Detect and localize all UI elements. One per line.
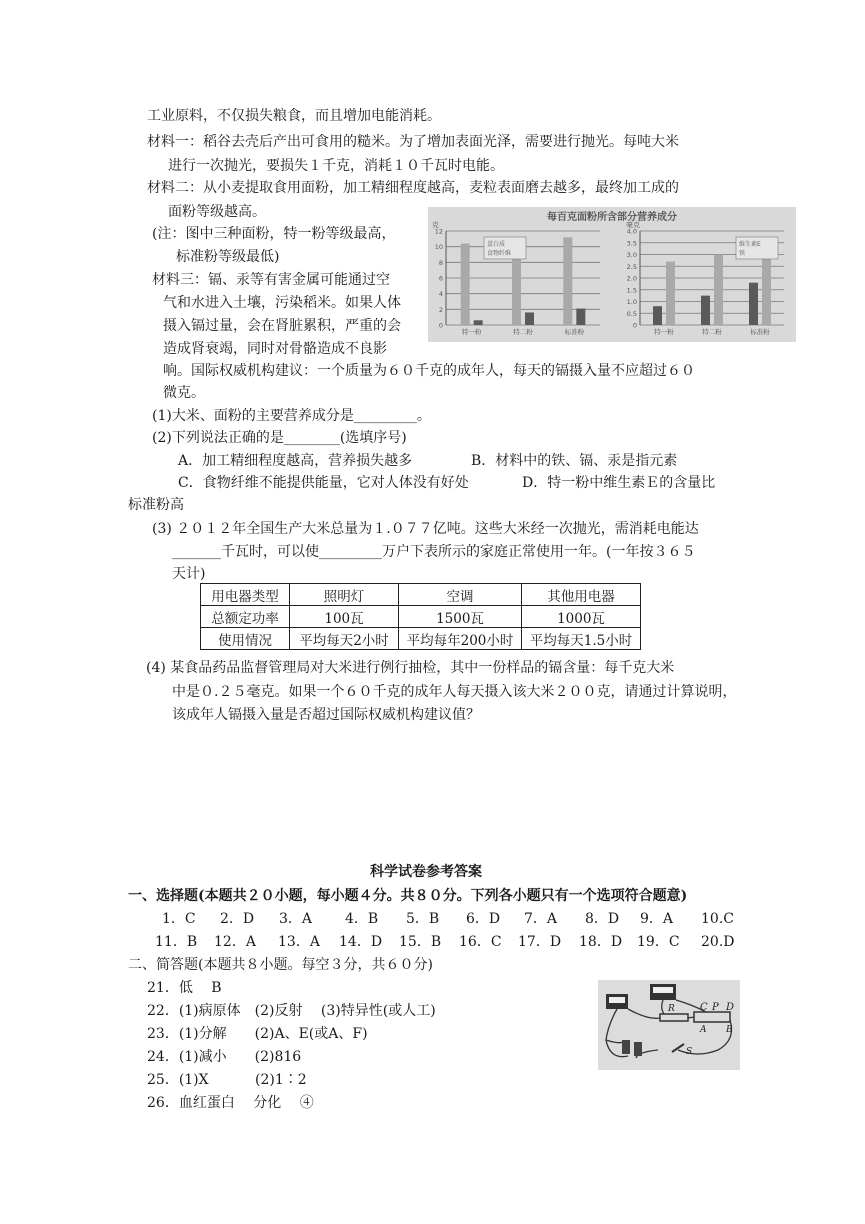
answer-item: 6．D	[466, 911, 501, 927]
tick-label: 8	[438, 258, 443, 267]
answer-item: 17．D	[518, 934, 562, 950]
circuit-diagram-image	[598, 980, 740, 1070]
option-c: C．食物纤维不能提供能量，它对人体没有好处	[178, 475, 469, 491]
question-1: (1)大米、面粉的主要营养成分是_________。	[152, 408, 431, 424]
answer-line: 24．(1)减小 (2)816	[147, 1049, 302, 1065]
question-4: 该成年人镉摄入量是否超过国际权威机构建议值？	[172, 707, 480, 723]
tick-label: 3.0	[626, 251, 637, 259]
text-line: 工业原料，不仅损失粮食，而且增加电能消耗。	[147, 108, 441, 124]
answer-item: 14．D	[339, 934, 383, 950]
tick-label: 0.5	[626, 309, 637, 318]
tick-label: 1.0	[626, 298, 637, 306]
category-label: 标准粉	[750, 328, 770, 336]
battery-icon	[622, 1040, 630, 1054]
chart-bar	[653, 306, 662, 325]
answer-item: 11．B	[155, 934, 198, 950]
tick-label: 3.5	[626, 239, 637, 248]
chart-bar	[701, 296, 710, 325]
table-row	[201, 606, 641, 628]
chart-title: 每百克面粉所含部分营养成分	[547, 212, 677, 223]
answer-line: 26．血红蛋白 分化 ④	[147, 1095, 314, 1111]
table-cell: 平均每年200小时	[399, 628, 522, 650]
table-cell: 100瓦	[290, 606, 399, 628]
material-one-line: 材料一：稻谷去壳后产出可食用的糙米。为了增加表面光泽，需要进行抛光。每吨大米	[147, 134, 679, 150]
option-b: B．材料中的铁、镉、汞是指元素	[471, 453, 678, 469]
tick-label: 6	[438, 274, 443, 283]
answer-item: 3．A	[279, 911, 313, 927]
question-3: _______千瓦时，可以使_________万户下表所示的家庭正常使用一年。(一年按３６５	[172, 544, 696, 560]
answer-item: 15．B	[399, 934, 442, 950]
table-row	[201, 628, 641, 650]
answer-item: 12．A	[214, 934, 256, 950]
chart-bar	[749, 283, 758, 325]
tick-label: 0	[632, 321, 637, 330]
circuit-label: B	[726, 1025, 733, 1035]
appliance-table	[200, 583, 641, 650]
category-label: 特二粉	[513, 328, 533, 336]
question-4: 中是０.２５毫克。如果一个６０千克的成年人每天摄入该大米２００克，请通过计算说明，	[172, 684, 737, 700]
tick-label: 2	[438, 305, 443, 314]
tick-label: 2.0	[626, 274, 637, 283]
tick-label: 4	[438, 290, 443, 299]
rheostat-icon	[694, 1012, 730, 1022]
answer-line: 23．(1)分解 (2)A、E(或A、F)	[147, 1026, 368, 1042]
material-three-line: 气和水进入土壤，污染稻米。如果人体	[163, 295, 401, 311]
question-3: (3) ２０１２年全国生产大米总量为１.０７７亿吨。这些大米经一次抛光，需消耗电能达	[152, 521, 699, 537]
note-line: 标准粉等级最低)	[176, 249, 280, 265]
category-label: 特一粉	[461, 328, 482, 336]
section-1-heading: 一、选择题(本题共２０小题，每小题４分。共８０分。下列各小题只有一个选项符合题意)	[128, 888, 688, 904]
question-2: (2)下列说法正确的是________(选填序号)	[152, 430, 407, 446]
category-label: 标准粉	[564, 328, 585, 336]
legend-label: 蛋白质	[487, 241, 506, 248]
tick-label: 1.5	[626, 286, 637, 295]
table-cell: 其他用电器	[522, 584, 641, 606]
option-a: A．加工精细程度越高，营养损失越多	[178, 453, 413, 469]
material-three-line: 摄入镉过量，会在肾脏累积，严重的会	[163, 318, 401, 334]
tick-label: 12	[434, 227, 443, 236]
table-cell: 平均每天2小时	[290, 628, 399, 650]
answer-item: 8．D	[585, 911, 620, 927]
answer-line: 21．低 B	[147, 980, 222, 996]
resistor-icon	[660, 1014, 688, 1021]
material-three-line: 材料三：镉、汞等有害金属可能通过空	[152, 272, 390, 288]
answer-line: 25．(1)X (2)1∶2	[147, 1072, 307, 1088]
answer-item: 9．A	[640, 911, 674, 927]
table-cell: 1000瓦	[522, 606, 641, 628]
answer-item: 19．C	[637, 934, 680, 950]
circuit-label: R	[668, 1004, 675, 1014]
chart-bar	[474, 320, 483, 325]
tick-label: 0	[438, 321, 443, 330]
table-row	[201, 584, 641, 606]
chart-bar	[714, 255, 723, 326]
table-cell: 总额定功率	[201, 606, 290, 628]
chart-bar	[525, 312, 534, 325]
chart-bar	[576, 309, 585, 325]
material-one-line: 进行一次抛光，要损失１千克，消耗１０千瓦时电能。	[168, 158, 504, 174]
table-cell: 照明灯	[290, 584, 399, 606]
battery-icon	[634, 1042, 642, 1056]
circuit-label: S	[686, 1047, 693, 1057]
option-d-continued: 标准粉高	[128, 497, 184, 513]
answer-item: 4．B	[345, 911, 379, 927]
circuit-label: D	[726, 1002, 735, 1013]
answer-item: 18．D	[579, 934, 623, 950]
question-4: (4) 某食品药品监督管理局对大米进行例行抽检，其中一份样品的镉含量：每千克大米	[146, 660, 675, 676]
circuit-label: P	[712, 1002, 719, 1013]
answers-title: 科学试卷参考答案	[370, 864, 482, 880]
answer-item: 7．A	[524, 911, 558, 927]
circuit-diagram	[598, 980, 740, 1070]
answer-item: 5．B	[406, 911, 440, 927]
answer-item: 13．A	[278, 934, 320, 950]
chart-bar	[563, 237, 572, 325]
material-two-line: 材料二：从小麦提取食用面粉，加工精细程度越高，麦粒表面磨去越多，最终加工成的	[147, 180, 679, 196]
option-d: D．特一粉中维生素Ｅ的含量比	[522, 475, 716, 491]
circuit-label: C	[700, 1002, 708, 1013]
chart-bar	[666, 262, 675, 325]
axis-label: 克	[432, 221, 439, 229]
question-3: 天计)	[172, 566, 206, 582]
category-label: 特二粉	[702, 328, 722, 336]
answer-item: 16．C	[459, 934, 502, 950]
switch-icon	[672, 1044, 684, 1052]
category-label: 特一粉	[654, 328, 674, 336]
material-three-line: 响。国际权威机构建议：一个质量为６０千克的成年人，每天的镉摄入量不应超过６０	[163, 363, 695, 379]
nutrition-chart	[428, 207, 796, 342]
answer-item: 20.D	[701, 934, 735, 950]
legend-label: 维生素E	[739, 241, 761, 248]
legend-label: 铁	[739, 250, 746, 257]
material-three-line: 造成肾衰竭，同时对骨骼造成不良影	[163, 341, 387, 357]
note-line: (注：图中三种面粉，特一粉等级最高，	[152, 226, 396, 242]
table-cell: 用电器类型	[201, 584, 290, 606]
table-cell: 使用情况	[201, 628, 290, 650]
answer-item: 1．C	[162, 911, 196, 927]
tick-label: 4.0	[626, 227, 637, 236]
table-cell: 平均每天1.5小时	[522, 628, 641, 650]
axis-label: 毫克	[626, 221, 640, 229]
material-three-line: 微克。	[163, 385, 205, 401]
material-two-line: 面粉等级越高。	[168, 204, 266, 220]
tick-label: 2.5	[626, 262, 637, 271]
tick-label: 10	[434, 243, 443, 252]
answer-item: 2．D	[220, 911, 255, 927]
table-cell: 空调	[399, 584, 522, 606]
circuit-label: A	[700, 1025, 707, 1035]
section-2-heading: 二、简答题(本题共８小题。每空３分，共６０分)	[128, 957, 433, 973]
answer-line: 22．(1)病原体 (2)反射 (3)特异性(或人工)	[147, 1003, 436, 1019]
table-cell: 1500瓦	[399, 606, 522, 628]
answer-item: 10.C	[701, 911, 734, 927]
legend-label: 食物纤维	[487, 250, 512, 257]
nutrition-chart-image	[428, 207, 796, 342]
chart-bar	[461, 244, 470, 325]
